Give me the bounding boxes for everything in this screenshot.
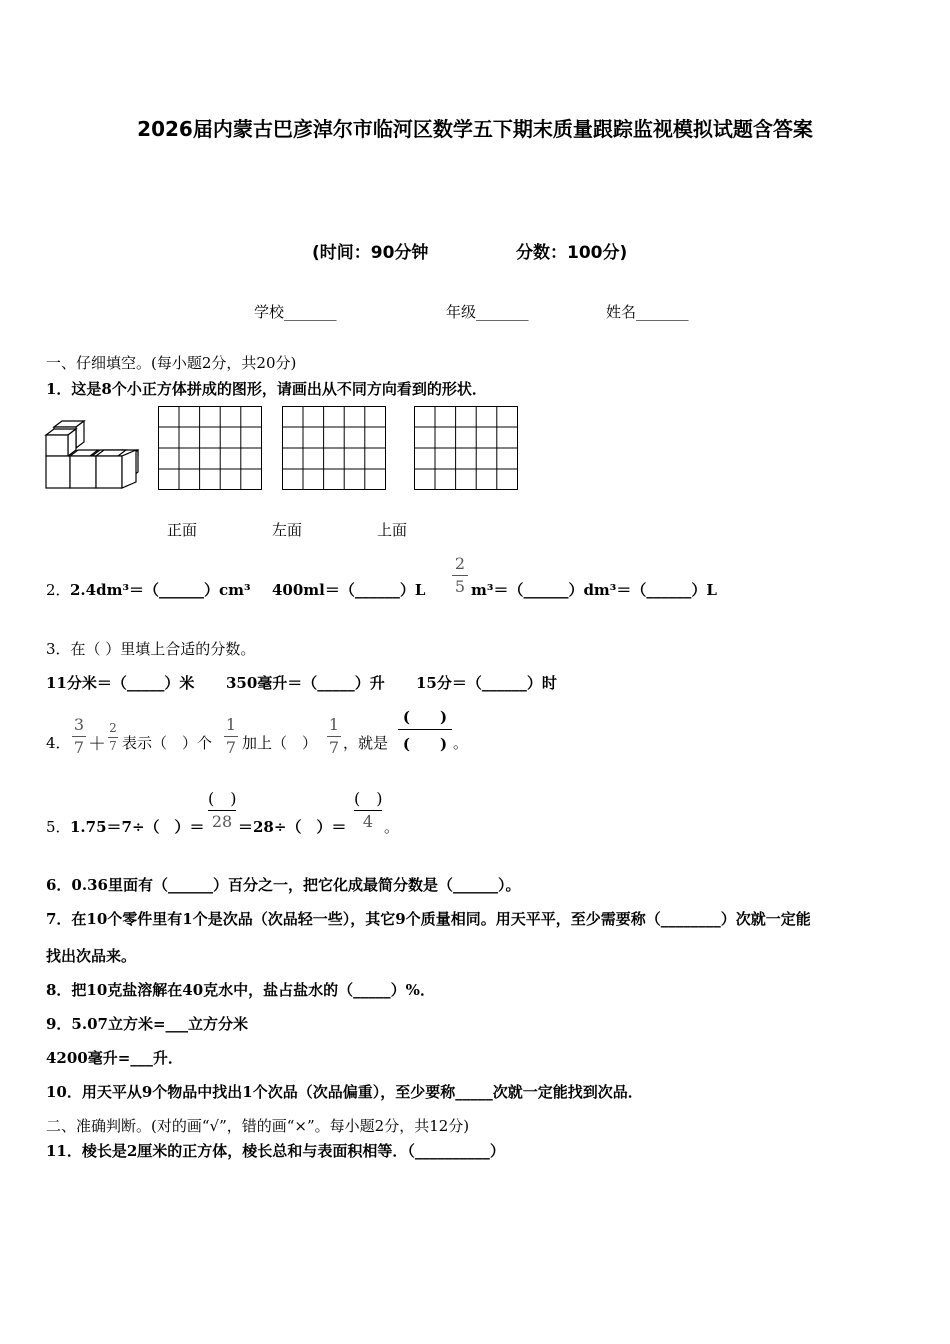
cube-figure <box>44 420 140 492</box>
q4-blank-denominator: ( ) <box>402 735 448 753</box>
exam-time: (时间：90分钟 <box>312 243 429 263</box>
grid-front-view <box>158 406 263 491</box>
section-1-heading: 一、仔细填空。(每小题2分，共20分) <box>46 354 297 372</box>
q5-text-2: ＝28÷（ ）＝ <box>238 818 347 836</box>
fraction-denominator: 7 <box>109 739 117 753</box>
section-2-heading: 二、准确判断。(对的画“√”，错的画“×”。每小题2分，共12分) <box>46 1117 470 1135</box>
grade-field: 年级_______ <box>446 303 529 321</box>
question-2-fraction <box>452 555 468 596</box>
fraction-numerator: 1 <box>225 715 237 734</box>
q4-text-2: 加上（ ） <box>242 734 318 752</box>
question-3-part-c: 15分＝（______）时 <box>416 674 557 692</box>
question-3: 3．在（ ）里填上合适的分数。 <box>46 640 256 658</box>
question-5-number: 5． <box>46 818 71 836</box>
grid-left-view <box>282 406 387 491</box>
question-2-part-c: m³＝（______）dm³＝（______）L <box>471 581 717 599</box>
q4-fraction-1 <box>72 716 86 757</box>
q4-end: 。 <box>453 734 469 752</box>
question-7-line-2: 找出次品来。 <box>46 947 137 965</box>
q5-fraction-1 <box>208 790 236 831</box>
question-11: 11．棱长是2厘米的正方体，棱长总和与表面积相等．（__________） <box>46 1142 505 1160</box>
q5-text-1: 1.75＝7÷（ ）＝ <box>70 818 205 836</box>
fraction-numerator: ( ) <box>208 789 237 808</box>
page-title: 2026届内蒙古巴彦淖尔市临河区数学五下期末质量跟踪监视模拟试题含答案 <box>137 117 813 141</box>
exam-score: 分数：100分) <box>516 243 628 263</box>
q5-fraction-2 <box>354 790 382 831</box>
question-9-line-2: 4200毫升=___升． <box>46 1049 183 1067</box>
fraction-denominator: 7 <box>225 738 237 757</box>
q4-fraction-3 <box>224 716 238 757</box>
fraction-denominator: 28 <box>211 812 233 831</box>
grid-top-view <box>414 406 519 491</box>
fraction-numerator: ( ) <box>354 789 383 808</box>
fraction-numerator: 3 <box>73 715 85 734</box>
fraction-numerator: 1 <box>328 715 340 734</box>
q4-text-3: ，就是 <box>343 734 389 752</box>
q4-fraction-2 <box>108 722 118 753</box>
fraction-denominator: 4 <box>362 812 374 831</box>
question-10: 10．用天平从9个物品中找出1个次品（次品偏重），至少要称_____次就一定能找到次品． <box>46 1083 643 1101</box>
question-4-number: 4． <box>46 734 71 752</box>
q5-end: 。 <box>384 818 400 836</box>
question-2-number: 2． <box>46 581 71 599</box>
fraction-denominator: 7 <box>328 738 340 757</box>
q4-text-1: 表示（ ）个 <box>122 734 213 752</box>
question-8: 8．把10克盐溶解在40克水中，盐占盐水的（_____）%． <box>46 981 435 999</box>
question-2-part-a: 2.4dm³＝（______）cm³ <box>70 581 251 599</box>
question-3-part-b: 350毫升＝（_____）升 <box>226 674 385 692</box>
caption-front: 正面 <box>167 521 198 539</box>
question-1: 1．这是8个小正方体拼成的图形，请画出从不同方向看到的形状． <box>46 380 487 398</box>
school-field: 学校_______ <box>254 303 337 321</box>
fraction-denominator: 5 <box>454 577 466 596</box>
fraction-numerator: 2 <box>454 554 466 573</box>
question-9-line-1: 9．5.07立方米=___立方分米 <box>46 1015 249 1033</box>
q4-plus: ＋ <box>88 734 106 755</box>
question-7-line-1: 7．在10个零件里有1个是次品（次品轻一些），其它9个质量相同。用天平平，至少需要称（________）次就一定能 <box>46 910 811 928</box>
fraction-numerator: 2 <box>109 721 117 735</box>
q4-blank-numerator: ( ) <box>398 706 452 730</box>
question-3-part-a: 11分米＝（_____）米 <box>46 674 195 692</box>
name-field: 姓名_______ <box>606 303 689 321</box>
q4-fraction-4 <box>327 716 341 757</box>
caption-top: 上面 <box>377 521 408 539</box>
caption-left: 左面 <box>272 521 303 539</box>
question-6: 6．0.36里面有（______）百分之一，把它化成最简分数是（______）。 <box>46 876 521 894</box>
fraction-denominator: 7 <box>73 738 85 757</box>
question-2-part-b: 400ml＝（______）L <box>272 581 426 599</box>
